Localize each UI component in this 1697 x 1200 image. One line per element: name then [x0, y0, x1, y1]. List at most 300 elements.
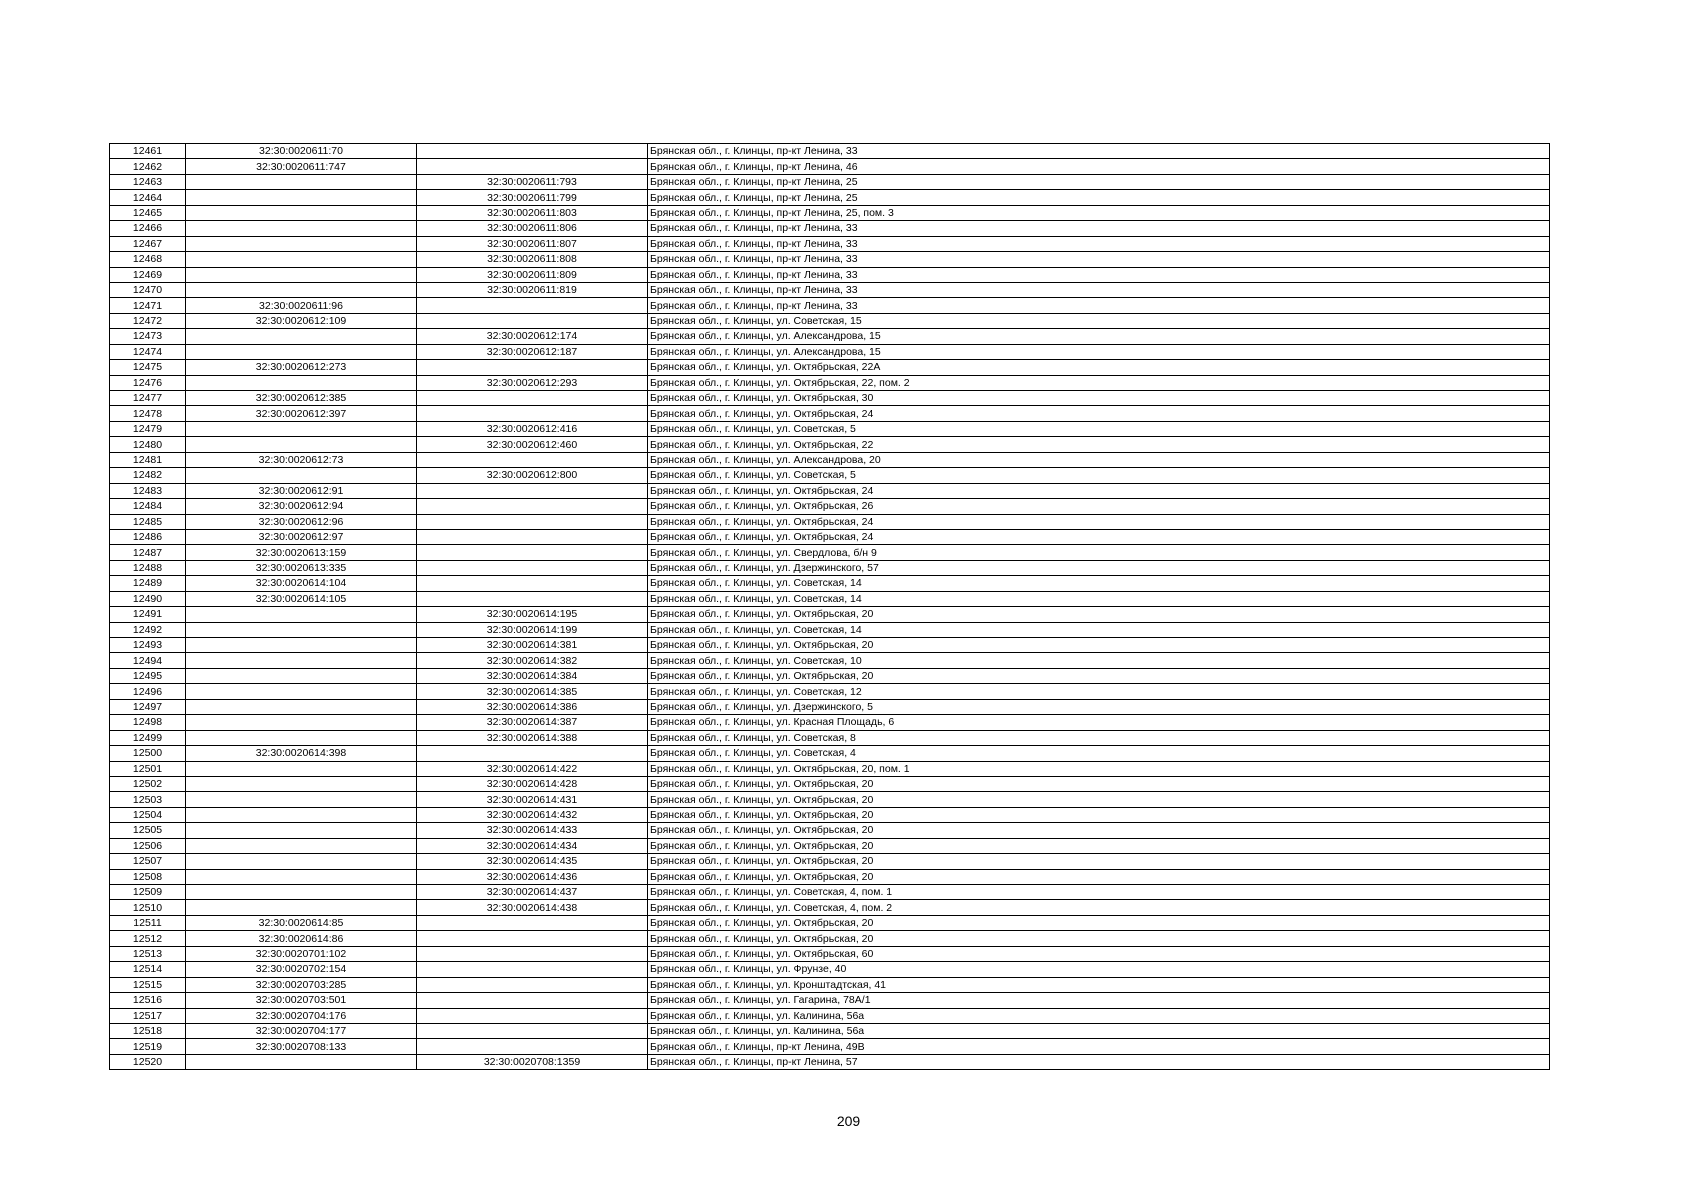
- object-cadastral-cell: [417, 406, 648, 421]
- object-cadastral-cell: 32:30:0020614:386: [417, 699, 648, 714]
- table-row: [110, 591, 1550, 606]
- address-cell: Брянская обл., г. Клинцы, ул. Октябрьская, 22А: [648, 360, 1550, 375]
- address-cell: Брянская обл., г. Клинцы, ул. Советская, 5: [648, 468, 1550, 483]
- address-cell: Брянская обл., г. Клинцы, ул. Октябрьская, 20: [648, 931, 1550, 946]
- table-row: [110, 1008, 1550, 1023]
- object-cadastral-cell: [417, 962, 648, 977]
- row-number-cell: 12482: [110, 468, 186, 483]
- land-cadastral-cell: 32:30:0020611:70: [186, 144, 417, 159]
- address-cell: Брянская обл., г. Клинцы, пр-кт Ленина, 46: [648, 159, 1550, 174]
- address-cell: Брянская обл., г. Клинцы, ул. Октябрьская, 20: [648, 668, 1550, 683]
- address-cell: Брянская обл., г. Клинцы, ул. Октябрьская, 22, пом. 2: [648, 375, 1550, 390]
- row-number-cell: 12470: [110, 282, 186, 297]
- table-row: [110, 776, 1550, 791]
- land-cadastral-cell: 32:30:0020611:747: [186, 159, 417, 174]
- row-number-cell: 12471: [110, 298, 186, 313]
- address-cell: Брянская обл., г. Клинцы, ул. Октябрьская, 20: [648, 869, 1550, 884]
- table-row: [110, 1039, 1550, 1054]
- table-row: [110, 282, 1550, 297]
- table-row: [110, 545, 1550, 560]
- land-cadastral-cell: 32:30:0020612:109: [186, 313, 417, 328]
- row-number-cell: 12519: [110, 1039, 186, 1054]
- land-cadastral-cell: 32:30:0020703:501: [186, 993, 417, 1008]
- row-number-cell: 12463: [110, 174, 186, 189]
- address-cell: Брянская обл., г. Клинцы, ул. Октябрьская, 24: [648, 483, 1550, 498]
- row-number-cell: 12462: [110, 159, 186, 174]
- row-number-cell: 12492: [110, 622, 186, 637]
- table-row: [110, 391, 1550, 406]
- object-cadastral-cell: 32:30:0020612:800: [417, 468, 648, 483]
- table-row: [110, 329, 1550, 344]
- object-cadastral-cell: [417, 499, 648, 514]
- object-cadastral-cell: 32:30:0020614:199: [417, 622, 648, 637]
- land-cadastral-cell: [186, 684, 417, 699]
- address-cell: Брянская обл., г. Клинцы, пр-кт Ленина, 33: [648, 144, 1550, 159]
- land-cadastral-cell: 32:30:0020612:97: [186, 529, 417, 544]
- address-cell: Брянская обл., г. Клинцы, ул. Фрунзе, 40: [648, 962, 1550, 977]
- table-row: [110, 437, 1550, 452]
- address-cell: Брянская обл., г. Клинцы, ул. Дзержинского, 57: [648, 560, 1550, 575]
- object-cadastral-cell: 32:30:0020614:381: [417, 638, 648, 653]
- table-row: [110, 993, 1550, 1008]
- land-cadastral-cell: 32:30:0020704:177: [186, 1023, 417, 1038]
- address-cell: Брянская обл., г. Клинцы, пр-кт Ленина, 25, пом. 3: [648, 205, 1550, 220]
- land-cadastral-cell: [186, 823, 417, 838]
- table-row: [110, 313, 1550, 328]
- land-cadastral-cell: 32:30:0020612:73: [186, 452, 417, 467]
- address-cell: Брянская обл., г. Клинцы, ул. Дзержинского, 5: [648, 699, 1550, 714]
- row-number-cell: 12508: [110, 869, 186, 884]
- land-cadastral-cell: [186, 885, 417, 900]
- address-cell: Брянская обл., г. Клинцы, ул. Советская, 15: [648, 313, 1550, 328]
- object-cadastral-cell: 32:30:0020614:432: [417, 807, 648, 822]
- address-cell: Брянская обл., г. Клинцы, ул. Октябрьская, 20: [648, 838, 1550, 853]
- row-number-cell: 12473: [110, 329, 186, 344]
- row-number-cell: 12466: [110, 221, 186, 236]
- object-cadastral-cell: 32:30:0020611:809: [417, 267, 648, 282]
- address-cell: Брянская обл., г. Клинцы, ул. Октябрьская, 26: [648, 499, 1550, 514]
- object-cadastral-cell: [417, 915, 648, 930]
- object-cadastral-cell: [417, 1008, 648, 1023]
- land-cadastral-cell: [186, 205, 417, 220]
- table-row: [110, 514, 1550, 529]
- address-cell: Брянская обл., г. Клинцы, ул. Октябрьская, 60: [648, 946, 1550, 961]
- object-cadastral-cell: [417, 298, 648, 313]
- object-cadastral-cell: 32:30:0020612:174: [417, 329, 648, 344]
- row-number-cell: 12484: [110, 499, 186, 514]
- land-cadastral-cell: 32:30:0020613:159: [186, 545, 417, 560]
- table-row: [110, 483, 1550, 498]
- land-cadastral-cell: [186, 421, 417, 436]
- object-cadastral-cell: 32:30:0020612:416: [417, 421, 648, 436]
- table-row: [110, 761, 1550, 776]
- object-cadastral-cell: [417, 144, 648, 159]
- address-cell: Брянская обл., г. Клинцы, ул. Кронштадтская, 41: [648, 977, 1550, 992]
- row-number-cell: 12481: [110, 452, 186, 467]
- address-cell: Брянская обл., г. Клинцы, ул. Октябрьская, 20: [648, 792, 1550, 807]
- address-cell: Брянская обл., г. Клинцы, пр-кт Ленина, 57: [648, 1054, 1550, 1069]
- land-cadastral-cell: 32:30:0020704:176: [186, 1008, 417, 1023]
- address-cell: Брянская обл., г. Клинцы, пр-кт Ленина, 49В: [648, 1039, 1550, 1054]
- row-number-cell: 12489: [110, 576, 186, 591]
- object-cadastral-cell: 32:30:0020612:187: [417, 344, 648, 359]
- address-cell: Брянская обл., г. Клинцы, ул. Александрова, 20: [648, 452, 1550, 467]
- table-row: [110, 560, 1550, 575]
- address-cell: Брянская обл., г. Клинцы, ул. Октябрьская, 24: [648, 514, 1550, 529]
- row-number-cell: 12498: [110, 715, 186, 730]
- table-row: [110, 684, 1550, 699]
- object-cadastral-cell: 32:30:0020614:422: [417, 761, 648, 776]
- object-cadastral-cell: [417, 313, 648, 328]
- object-cadastral-cell: 32:30:0020611:807: [417, 236, 648, 251]
- row-number-cell: 12513: [110, 946, 186, 961]
- address-cell: Брянская обл., г. Клинцы, ул. Советская, 12: [648, 684, 1550, 699]
- object-cadastral-cell: 32:30:0020611:793: [417, 174, 648, 189]
- object-cadastral-cell: 32:30:0020614:433: [417, 823, 648, 838]
- table-row: [110, 730, 1550, 745]
- table-row: [110, 406, 1550, 421]
- object-cadastral-cell: [417, 545, 648, 560]
- object-cadastral-cell: [417, 931, 648, 946]
- land-cadastral-cell: [186, 668, 417, 683]
- table-row: [110, 715, 1550, 730]
- row-number-cell: 12479: [110, 421, 186, 436]
- address-cell: Брянская обл., г. Клинцы, ул. Советская, 14: [648, 576, 1550, 591]
- table-row: [110, 668, 1550, 683]
- row-number-cell: 12511: [110, 915, 186, 930]
- row-number-cell: 12475: [110, 360, 186, 375]
- land-cadastral-cell: [186, 282, 417, 297]
- row-number-cell: 12486: [110, 529, 186, 544]
- land-cadastral-cell: 32:30:0020612:397: [186, 406, 417, 421]
- table-row: [110, 174, 1550, 189]
- table-row: [110, 946, 1550, 961]
- table-row: [110, 221, 1550, 236]
- land-cadastral-cell: [186, 468, 417, 483]
- object-cadastral-cell: 32:30:0020611:819: [417, 282, 648, 297]
- land-cadastral-cell: [186, 715, 417, 730]
- row-number-cell: 12506: [110, 838, 186, 853]
- land-cadastral-cell: 32:30:0020613:335: [186, 560, 417, 575]
- object-cadastral-cell: [417, 977, 648, 992]
- address-cell: Брянская обл., г. Клинцы, ул. Александрова, 15: [648, 329, 1550, 344]
- table-row: [110, 468, 1550, 483]
- land-cadastral-cell: [186, 807, 417, 822]
- row-number-cell: 12465: [110, 205, 186, 220]
- address-cell: Брянская обл., г. Клинцы, ул. Советская, 10: [648, 653, 1550, 668]
- land-cadastral-cell: 32:30:0020612:273: [186, 360, 417, 375]
- object-cadastral-cell: [417, 452, 648, 467]
- object-cadastral-cell: [417, 591, 648, 606]
- table-row: [110, 869, 1550, 884]
- row-number-cell: 12480: [110, 437, 186, 452]
- row-number-cell: 12487: [110, 545, 186, 560]
- object-cadastral-cell: 32:30:0020614:436: [417, 869, 648, 884]
- land-cadastral-cell: [186, 638, 417, 653]
- row-number-cell: 12477: [110, 391, 186, 406]
- table-row: [110, 885, 1550, 900]
- address-cell: Брянская обл., г. Клинцы, пр-кт Ленина, 33: [648, 221, 1550, 236]
- table-row: [110, 452, 1550, 467]
- land-cadastral-cell: 32:30:0020612:385: [186, 391, 417, 406]
- row-number-cell: 12472: [110, 313, 186, 328]
- land-cadastral-cell: [186, 221, 417, 236]
- table-row: [110, 360, 1550, 375]
- row-number-cell: 12497: [110, 699, 186, 714]
- address-cell: Брянская обл., г. Клинцы, ул. Советская, 4: [648, 746, 1550, 761]
- row-number-cell: 12512: [110, 931, 186, 946]
- row-number-cell: 12483: [110, 483, 186, 498]
- table-row: [110, 529, 1550, 544]
- address-cell: Брянская обл., г. Клинцы, ул. Александрова, 15: [648, 344, 1550, 359]
- object-cadastral-cell: 32:30:0020614:195: [417, 607, 648, 622]
- land-cadastral-cell: [186, 838, 417, 853]
- object-cadastral-cell: 32:30:0020611:806: [417, 221, 648, 236]
- table-row: [110, 1023, 1550, 1038]
- address-cell: Брянская обл., г. Клинцы, пр-кт Ленина, 33: [648, 267, 1550, 282]
- object-cadastral-cell: [417, 993, 648, 1008]
- land-cadastral-cell: 32:30:0020614:85: [186, 915, 417, 930]
- object-cadastral-cell: [417, 946, 648, 961]
- address-cell: Брянская обл., г. Клинцы, пр-кт Ленина, 33: [648, 298, 1550, 313]
- object-cadastral-cell: 32:30:0020614:385: [417, 684, 648, 699]
- address-cell: Брянская обл., г. Клинцы, ул. Октябрьская, 24: [648, 406, 1550, 421]
- row-number-cell: 12516: [110, 993, 186, 1008]
- table-row: [110, 1054, 1550, 1069]
- land-cadastral-cell: [186, 792, 417, 807]
- address-cell: Брянская обл., г. Клинцы, ул. Калинина, 56а: [648, 1023, 1550, 1038]
- address-cell: Брянская обл., г. Клинцы, ул. Советская, 4, пом. 2: [648, 900, 1550, 915]
- row-number-cell: 12494: [110, 653, 186, 668]
- row-number-cell: 12461: [110, 144, 186, 159]
- address-cell: Брянская обл., г. Клинцы, ул. Советская, 14: [648, 591, 1550, 606]
- object-cadastral-cell: 32:30:0020612:460: [417, 437, 648, 452]
- land-cadastral-cell: 32:30:0020703:285: [186, 977, 417, 992]
- land-cadastral-cell: [186, 900, 417, 915]
- address-cell: Брянская обл., г. Клинцы, пр-кт Ленина, 25: [648, 190, 1550, 205]
- table-row: [110, 622, 1550, 637]
- row-number-cell: 12514: [110, 962, 186, 977]
- address-cell: Брянская обл., г. Клинцы, ул. Октябрьская, 20, пом. 1: [648, 761, 1550, 776]
- row-number-cell: 12504: [110, 807, 186, 822]
- object-cadastral-cell: 32:30:0020708:1359: [417, 1054, 648, 1069]
- row-number-cell: 12507: [110, 854, 186, 869]
- row-number-cell: 12520: [110, 1054, 186, 1069]
- row-number-cell: 12491: [110, 607, 186, 622]
- row-number-cell: 12488: [110, 560, 186, 575]
- table-row: [110, 746, 1550, 761]
- object-cadastral-cell: [417, 1039, 648, 1054]
- table-row: [110, 190, 1550, 205]
- table-row: [110, 205, 1550, 220]
- object-cadastral-cell: 32:30:0020612:293: [417, 375, 648, 390]
- land-cadastral-cell: [186, 437, 417, 452]
- table-row: [110, 638, 1550, 653]
- row-number-cell: 12468: [110, 252, 186, 267]
- table-row: [110, 977, 1550, 992]
- row-number-cell: 12500: [110, 746, 186, 761]
- object-cadastral-cell: [417, 746, 648, 761]
- land-cadastral-cell: [186, 730, 417, 745]
- object-cadastral-cell: [417, 159, 648, 174]
- object-cadastral-cell: [417, 360, 648, 375]
- table-row: [110, 607, 1550, 622]
- land-cadastral-cell: 32:30:0020612:91: [186, 483, 417, 498]
- row-number-cell: 12505: [110, 823, 186, 838]
- address-cell: Брянская обл., г. Клинцы, пр-кт Ленина, 33: [648, 236, 1550, 251]
- registry-table-body: [110, 144, 1550, 1070]
- address-cell: Брянская обл., г. Клинцы, ул. Октябрьская, 20: [648, 823, 1550, 838]
- table-row: [110, 900, 1550, 915]
- object-cadastral-cell: 32:30:0020614:434: [417, 838, 648, 853]
- table-row: [110, 159, 1550, 174]
- land-cadastral-cell: [186, 869, 417, 884]
- row-number-cell: 12469: [110, 267, 186, 282]
- table-row: [110, 653, 1550, 668]
- address-cell: Брянская обл., г. Клинцы, ул. Советская, 4, пом. 1: [648, 885, 1550, 900]
- land-cadastral-cell: [186, 607, 417, 622]
- table-row: [110, 252, 1550, 267]
- object-cadastral-cell: [417, 391, 648, 406]
- object-cadastral-cell: [417, 576, 648, 591]
- object-cadastral-cell: 32:30:0020614:438: [417, 900, 648, 915]
- land-cadastral-cell: [186, 329, 417, 344]
- object-cadastral-cell: 32:30:0020614:435: [417, 854, 648, 869]
- row-number-cell: 12467: [110, 236, 186, 251]
- land-cadastral-cell: [186, 267, 417, 282]
- address-cell: Брянская обл., г. Клинцы, ул. Гагарина, 78А/1: [648, 993, 1550, 1008]
- row-number-cell: 12502: [110, 776, 186, 791]
- address-cell: Брянская обл., г. Клинцы, ул. Октябрьская, 20: [648, 915, 1550, 930]
- land-cadastral-cell: [186, 761, 417, 776]
- address-cell: Брянская обл., г. Клинцы, ул. Октябрьская, 20: [648, 776, 1550, 791]
- row-number-cell: 12509: [110, 885, 186, 900]
- row-number-cell: 12490: [110, 591, 186, 606]
- object-cadastral-cell: 32:30:0020614:387: [417, 715, 648, 730]
- table-row: [110, 298, 1550, 313]
- land-cadastral-cell: [186, 622, 417, 637]
- row-number-cell: 12493: [110, 638, 186, 653]
- table-row: [110, 962, 1550, 977]
- land-cadastral-cell: 32:30:0020701:102: [186, 946, 417, 961]
- table-row: [110, 375, 1550, 390]
- object-cadastral-cell: [417, 514, 648, 529]
- land-cadastral-cell: 32:30:0020702:154: [186, 962, 417, 977]
- land-cadastral-cell: [186, 854, 417, 869]
- land-cadastral-cell: [186, 174, 417, 189]
- land-cadastral-cell: 32:30:0020614:104: [186, 576, 417, 591]
- address-cell: Брянская обл., г. Клинцы, ул. Октябрьская, 24: [648, 529, 1550, 544]
- object-cadastral-cell: [417, 560, 648, 575]
- land-cadastral-cell: [186, 344, 417, 359]
- land-cadastral-cell: 32:30:0020614:398: [186, 746, 417, 761]
- address-cell: Брянская обл., г. Клинцы, ул. Советская, 5: [648, 421, 1550, 436]
- object-cadastral-cell: [417, 529, 648, 544]
- land-cadastral-cell: 32:30:0020612:96: [186, 514, 417, 529]
- table-row: [110, 854, 1550, 869]
- land-cadastral-cell: [186, 1054, 417, 1069]
- address-cell: Брянская обл., г. Клинцы, пр-кт Ленина, 33: [648, 252, 1550, 267]
- address-cell: Брянская обл., г. Клинцы, ул. Калинина, 56а: [648, 1008, 1550, 1023]
- land-cadastral-cell: [186, 375, 417, 390]
- land-cadastral-cell: [186, 699, 417, 714]
- row-number-cell: 12478: [110, 406, 186, 421]
- table-row: [110, 236, 1550, 251]
- table-row: [110, 267, 1550, 282]
- land-cadastral-cell: 32:30:0020612:94: [186, 499, 417, 514]
- address-cell: Брянская обл., г. Клинцы, ул. Октябрьская, 30: [648, 391, 1550, 406]
- land-cadastral-cell: [186, 190, 417, 205]
- address-cell: Брянская обл., г. Клинцы, ул. Октябрьская, 20: [648, 638, 1550, 653]
- address-cell: Брянская обл., г. Клинцы, ул. Октябрьская, 20: [648, 607, 1550, 622]
- table-row: [110, 838, 1550, 853]
- object-cadastral-cell: 32:30:0020614:437: [417, 885, 648, 900]
- address-cell: Брянская обл., г. Клинцы, ул. Советская, 14: [648, 622, 1550, 637]
- object-cadastral-cell: 32:30:0020614:431: [417, 792, 648, 807]
- address-cell: Брянская обл., г. Клинцы, ул. Октябрьская, 22: [648, 437, 1550, 452]
- page-number: 209: [836, 1113, 861, 1129]
- land-cadastral-cell: 32:30:0020708:133: [186, 1039, 417, 1054]
- object-cadastral-cell: 32:30:0020614:428: [417, 776, 648, 791]
- table-row: [110, 499, 1550, 514]
- object-cadastral-cell: 32:30:0020614:384: [417, 668, 648, 683]
- row-number-cell: 12501: [110, 761, 186, 776]
- address-cell: Брянская обл., г. Клинцы, ул. Октябрьская, 20: [648, 807, 1550, 822]
- row-number-cell: 12499: [110, 730, 186, 745]
- row-number-cell: 12518: [110, 1023, 186, 1038]
- row-number-cell: 12510: [110, 900, 186, 915]
- address-cell: Брянская обл., г. Клинцы, пр-кт Ленина, 25: [648, 174, 1550, 189]
- land-cadastral-cell: 32:30:0020614:86: [186, 931, 417, 946]
- object-cadastral-cell: 32:30:0020614:382: [417, 653, 648, 668]
- row-number-cell: 12515: [110, 977, 186, 992]
- object-cadastral-cell: 32:30:0020614:388: [417, 730, 648, 745]
- row-number-cell: 12464: [110, 190, 186, 205]
- land-cadastral-cell: [186, 236, 417, 251]
- object-cadastral-cell: [417, 1023, 648, 1038]
- land-cadastral-cell: [186, 776, 417, 791]
- row-number-cell: 12476: [110, 375, 186, 390]
- table-row: [110, 344, 1550, 359]
- row-number-cell: 12474: [110, 344, 186, 359]
- table-row: [110, 792, 1550, 807]
- land-cadastral-cell: 32:30:0020614:105: [186, 591, 417, 606]
- address-cell: Брянская обл., г. Клинцы, ул. Красная Площадь, 6: [648, 715, 1550, 730]
- table-row: [110, 807, 1550, 822]
- row-number-cell: 12503: [110, 792, 186, 807]
- object-cadastral-cell: 32:30:0020611:799: [417, 190, 648, 205]
- object-cadastral-cell: 32:30:0020611:803: [417, 205, 648, 220]
- row-number-cell: 12485: [110, 514, 186, 529]
- land-cadastral-cell: 32:30:0020611:96: [186, 298, 417, 313]
- row-number-cell: 12495: [110, 668, 186, 683]
- land-cadastral-cell: [186, 252, 417, 267]
- registry-table: [109, 143, 1550, 1070]
- table-row: [110, 915, 1550, 930]
- row-number-cell: 12517: [110, 1008, 186, 1023]
- address-cell: Брянская обл., г. Клинцы, пр-кт Ленина, 33: [648, 282, 1550, 297]
- object-cadastral-cell: [417, 483, 648, 498]
- address-cell: Брянская обл., г. Клинцы, ул. Свердлова, б/н 9: [648, 545, 1550, 560]
- table-row: [110, 576, 1550, 591]
- row-number-cell: 12496: [110, 684, 186, 699]
- address-cell: Брянская обл., г. Клинцы, ул. Октябрьская, 20: [648, 854, 1550, 869]
- address-cell: Брянская обл., г. Клинцы, ул. Советская, 8: [648, 730, 1550, 745]
- table-row: [110, 144, 1550, 159]
- table-row: [110, 823, 1550, 838]
- table-row: [110, 931, 1550, 946]
- land-cadastral-cell: [186, 653, 417, 668]
